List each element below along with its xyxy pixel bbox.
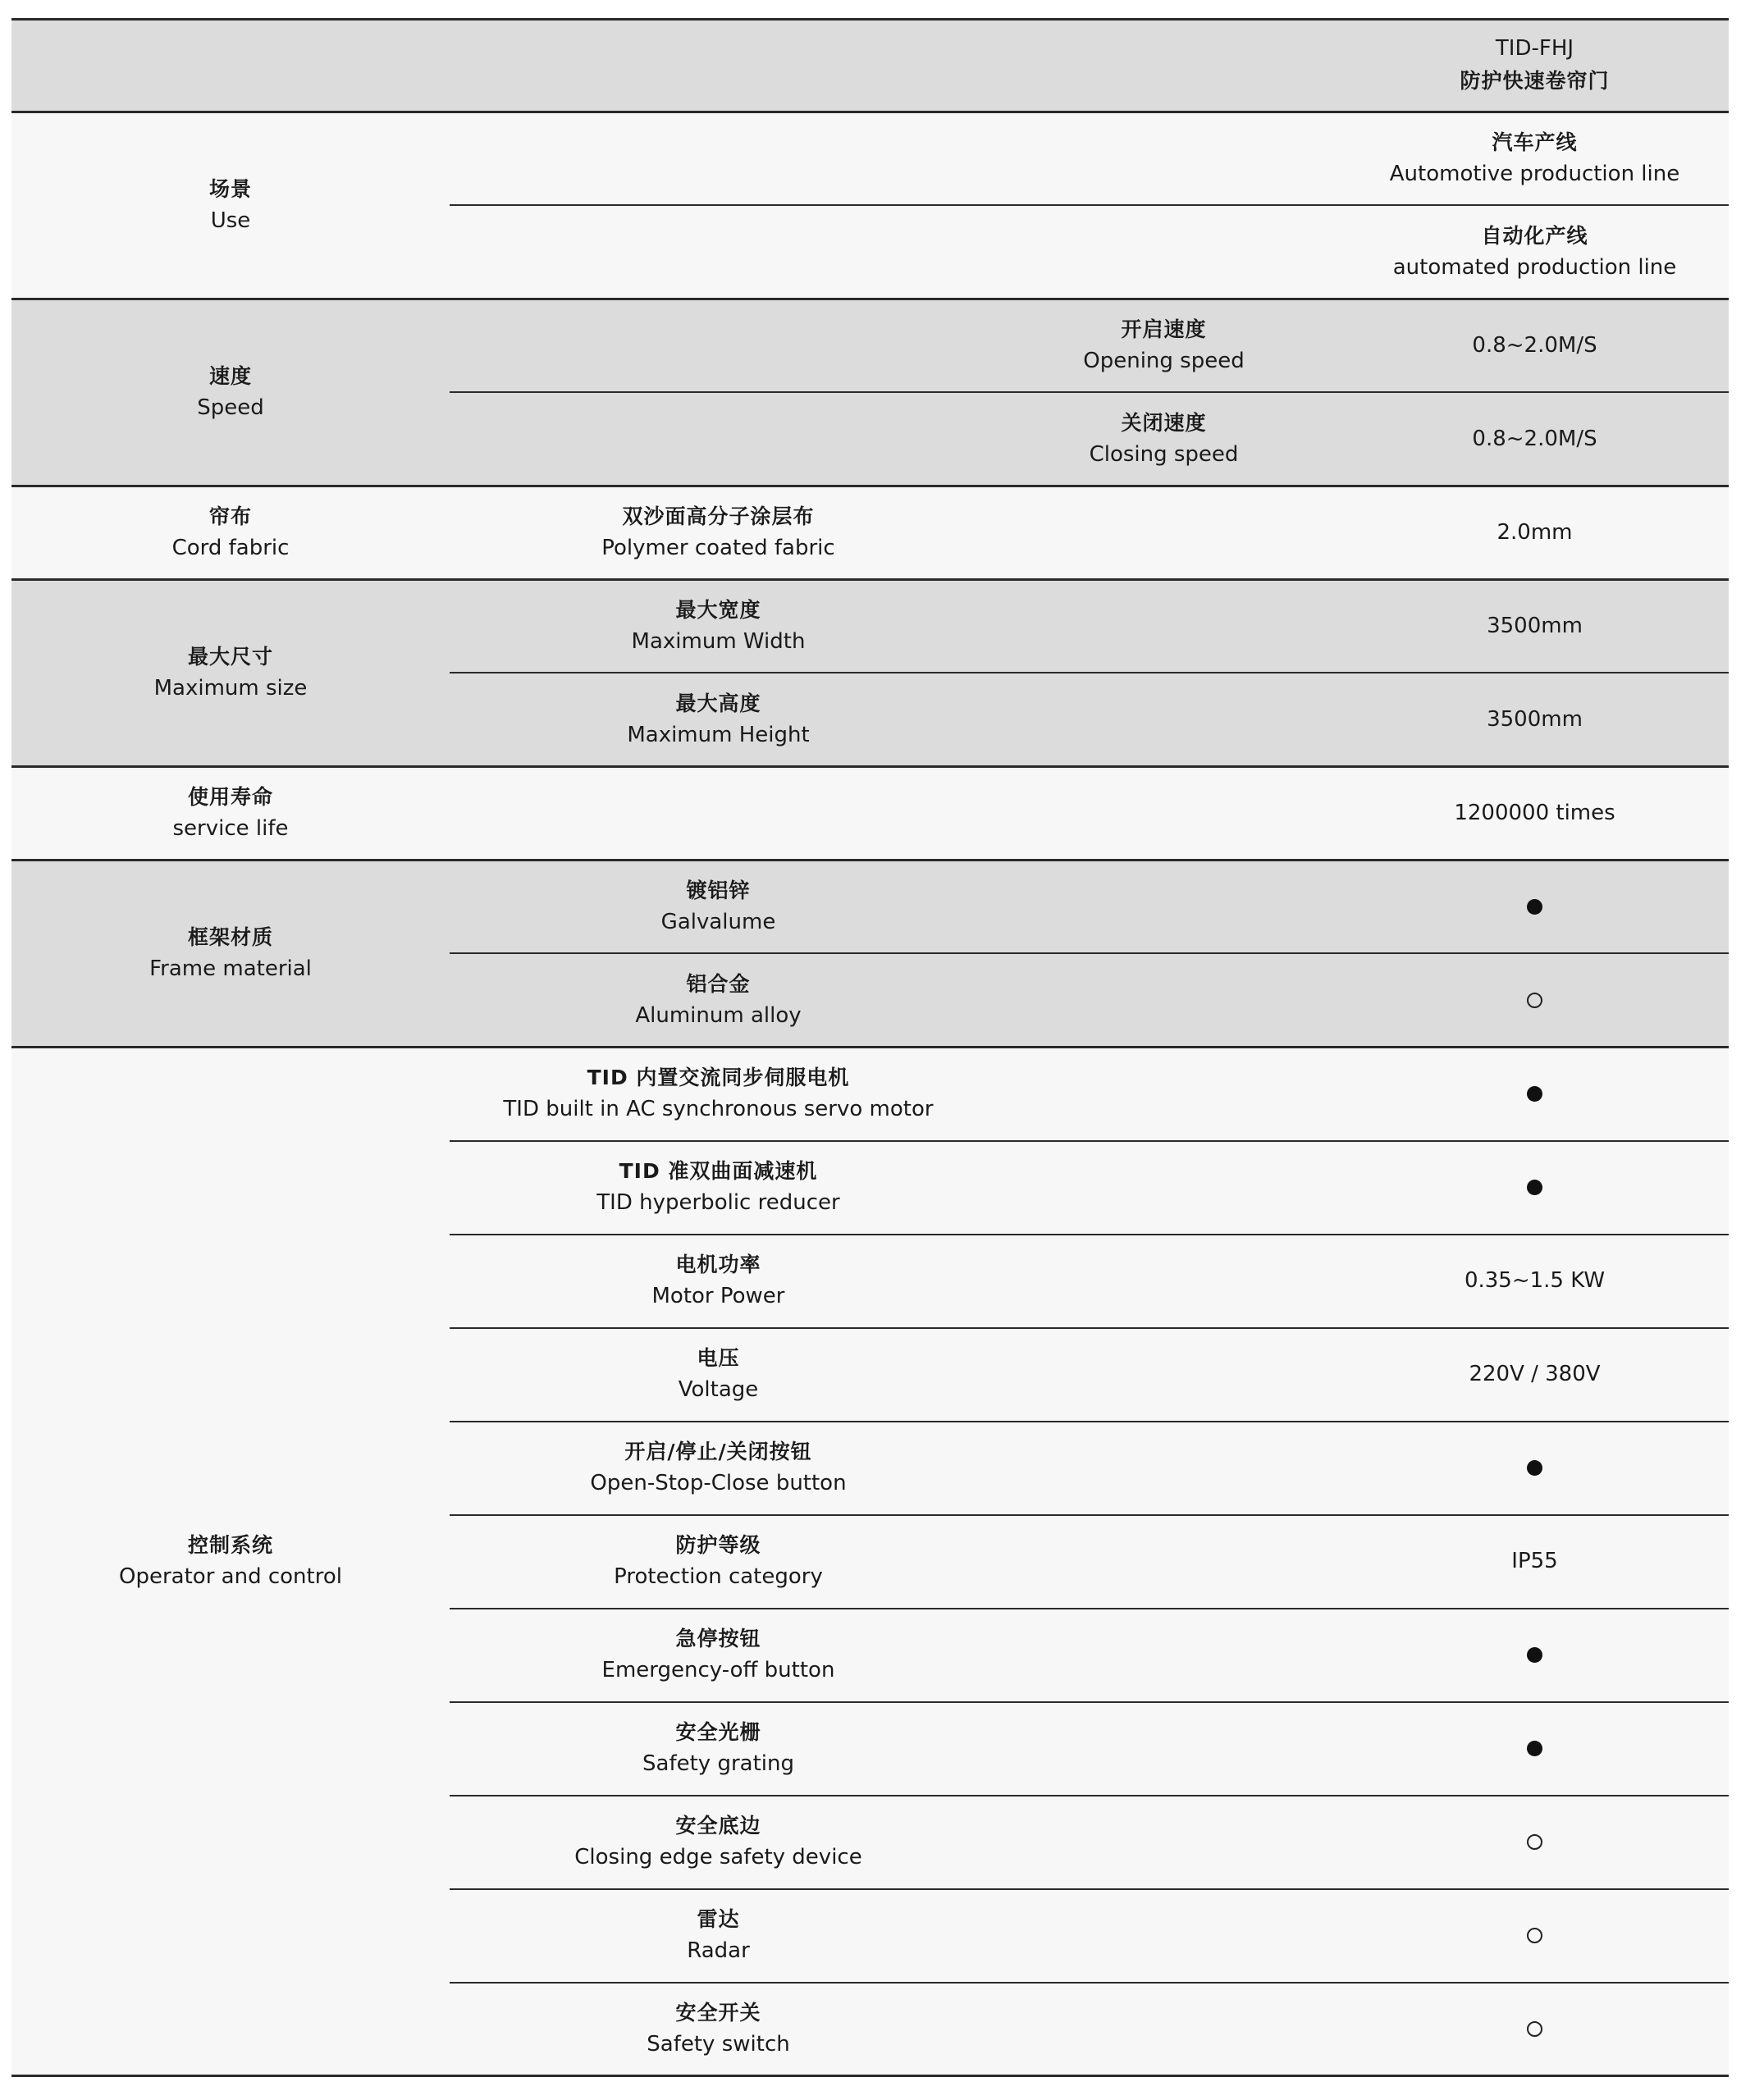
closing-speed-val: 0.8~2.0M/S	[1472, 426, 1597, 451]
fabric-item-en: Polymer coated fabric	[601, 536, 835, 560]
aluminum-en: Aluminum alloy	[635, 1003, 802, 1028]
closing-edge-en: Closing edge safety device	[574, 1845, 862, 1869]
voltage-label	[450, 1327, 987, 1421]
radar-label	[450, 1888, 987, 1982]
servo-motor-en: TID built in AC synchronous servo motor	[503, 1097, 934, 1121]
spec-table	[11, 18, 1729, 2085]
reducer-en: TID hyperbolic reducer	[596, 1190, 840, 1215]
life-label-zh: 使用寿命	[187, 785, 273, 809]
open-stop-close-label	[450, 1421, 987, 1514]
control-label-zh: 控制系统	[187, 1533, 273, 1557]
header-cell	[1341, 18, 1729, 112]
optional-hollow-dot-icon	[1527, 2021, 1542, 2037]
voltage-en: Voltage	[678, 1377, 759, 1402]
safety-switch-en: Safety switch	[647, 2032, 790, 2057]
max-height-label	[450, 673, 987, 766]
use-item-2-zh: 自动化产线	[1481, 224, 1588, 248]
reducer-zh: TID 准双曲面减速机	[619, 1159, 818, 1183]
open-stop-close-zh: 开启/停止/关闭按钮	[624, 1440, 812, 1463]
protection-en: Protection category	[614, 1564, 823, 1589]
use-label	[11, 112, 450, 299]
radar-en: Radar	[687, 1938, 750, 1963]
fabric-value	[1341, 486, 1729, 579]
use-label-en: Use	[210, 208, 251, 233]
aluminum-label	[450, 953, 987, 1047]
protection-zh: 防护等级	[675, 1533, 761, 1557]
fabric-label	[11, 486, 450, 579]
life-label-en: service life	[172, 816, 289, 841]
fabric-val: 2.0mm	[1497, 519, 1573, 545]
reducer-label	[450, 1140, 987, 1234]
emergency-off-en: Emergency-off button	[601, 1658, 835, 1682]
size-label-zh: 最大尺寸	[187, 645, 273, 669]
standard-filled-dot-icon	[1527, 1741, 1542, 1756]
voltage-val: 220V / 380V	[1469, 1361, 1601, 1386]
use-item-1	[1341, 112, 1729, 205]
safety-grating-label	[450, 1701, 987, 1795]
galvalume-en: Galvalume	[660, 910, 776, 934]
reducer-mark	[1341, 1140, 1729, 1234]
use-label-zh: 场景	[208, 177, 252, 201]
standard-filled-dot-icon	[1527, 1086, 1542, 1102]
fabric-item-zh: 双沙面高分子涂层布	[622, 504, 815, 528]
motor-power-val: 0.35~1.5 KW	[1464, 1267, 1606, 1293]
max-width-value	[1341, 579, 1729, 673]
product-name: 防护快速卷帘门	[1460, 69, 1610, 93]
speed-label-en: Speed	[197, 395, 264, 420]
max-height-en: Maximum Height	[627, 723, 810, 747]
standard-filled-dot-icon	[1527, 1460, 1542, 1476]
control-label-en: Operator and control	[119, 1564, 342, 1589]
speed-label-zh: 速度	[208, 364, 252, 388]
motor-power-zh: 电机功率	[675, 1253, 761, 1276]
safety-grating-en: Safety grating	[642, 1751, 794, 1776]
radar-zh: 雷达	[697, 1907, 740, 1931]
use-item-2-en: automated production line	[1392, 255, 1677, 280]
frame-label-en: Frame material	[149, 956, 312, 981]
safety-grating-mark	[1341, 1701, 1729, 1795]
opening-speed-value	[1341, 299, 1729, 392]
life-label	[11, 766, 450, 860]
aluminum-mark	[1341, 953, 1729, 1047]
open-stop-close-mark	[1341, 1421, 1729, 1514]
max-height-zh: 最大高度	[675, 692, 761, 715]
speed-label	[11, 299, 450, 486]
opening-speed-zh: 开启速度	[1121, 317, 1207, 341]
protection-label	[450, 1514, 987, 1608]
optional-hollow-dot-icon	[1527, 1834, 1542, 1850]
closing-edge-label	[450, 1795, 987, 1888]
max-height-value	[1341, 673, 1729, 766]
opening-speed-en: Opening speed	[1083, 349, 1245, 373]
voltage-value	[1341, 1327, 1729, 1421]
standard-filled-dot-icon	[1527, 899, 1542, 915]
optional-hollow-dot-icon	[1527, 1928, 1542, 1943]
control-label	[11, 1047, 450, 2075]
emergency-off-zh: 急停按钮	[675, 1627, 761, 1650]
closing-speed-zh: 关闭速度	[1121, 411, 1207, 435]
servo-motor-zh: TID 内置交流同步伺服电机	[587, 1066, 850, 1089]
closing-speed-label	[987, 392, 1341, 486]
fabric-label-zh: 帘布	[208, 504, 252, 528]
max-height-val: 3500mm	[1487, 706, 1583, 732]
galvalume-label	[450, 860, 987, 953]
frame-label	[11, 860, 450, 1047]
servo-motor-label	[450, 1047, 987, 1140]
life-value	[1341, 766, 1729, 860]
motor-power-value	[1341, 1234, 1729, 1327]
open-stop-close-en: Open-Stop-Close button	[590, 1471, 847, 1495]
safety-grating-zh: 安全光栅	[675, 1720, 761, 1744]
max-width-zh: 最大宽度	[675, 598, 761, 622]
standard-filled-dot-icon	[1527, 1647, 1542, 1663]
safety-switch-label	[450, 1982, 987, 2075]
fabric-label-en: Cord fabric	[171, 536, 290, 560]
protection-val: IP55	[1511, 1548, 1558, 1573]
galvalume-mark	[1341, 860, 1729, 953]
safety-switch-mark	[1341, 1982, 1729, 2075]
closing-edge-zh: 安全底边	[675, 1814, 761, 1838]
use-item-1-zh: 汽车产线	[1492, 130, 1578, 154]
model-name: TID-FHJ	[1495, 36, 1574, 61]
frame-label-zh: 框架材质	[187, 925, 273, 949]
emergency-off-mark	[1341, 1608, 1729, 1701]
closing-speed-value	[1341, 392, 1729, 486]
aluminum-zh: 铝合金	[686, 972, 751, 996]
radar-mark	[1341, 1888, 1729, 1982]
life-val: 1200000 times	[1454, 800, 1615, 825]
voltage-zh: 电压	[697, 1346, 740, 1370]
protection-value	[1341, 1514, 1729, 1608]
use-item-1-en: Automotive production line	[1389, 162, 1680, 186]
servo-motor-mark	[1341, 1047, 1729, 1140]
size-label-en: Maximum size	[153, 676, 308, 701]
max-width-en: Maximum Width	[631, 629, 806, 654]
standard-filled-dot-icon	[1527, 1180, 1542, 1195]
galvalume-zh: 镀铝锌	[686, 879, 751, 902]
optional-hollow-dot-icon	[1527, 993, 1542, 1008]
motor-power-label	[450, 1234, 987, 1327]
closing-speed-en: Closing speed	[1089, 442, 1239, 467]
size-label	[11, 579, 450, 766]
opening-speed-val: 0.8~2.0M/S	[1472, 332, 1597, 358]
motor-power-en: Motor Power	[651, 1284, 785, 1308]
emergency-off-label	[450, 1608, 987, 1701]
use-item-2	[1341, 205, 1729, 299]
closing-edge-mark	[1341, 1795, 1729, 1888]
opening-speed-label	[987, 299, 1341, 392]
max-width-val: 3500mm	[1487, 613, 1583, 638]
fabric-item	[450, 486, 987, 579]
safety-switch-zh: 安全开关	[675, 2001, 761, 2025]
max-width-label	[450, 579, 987, 673]
